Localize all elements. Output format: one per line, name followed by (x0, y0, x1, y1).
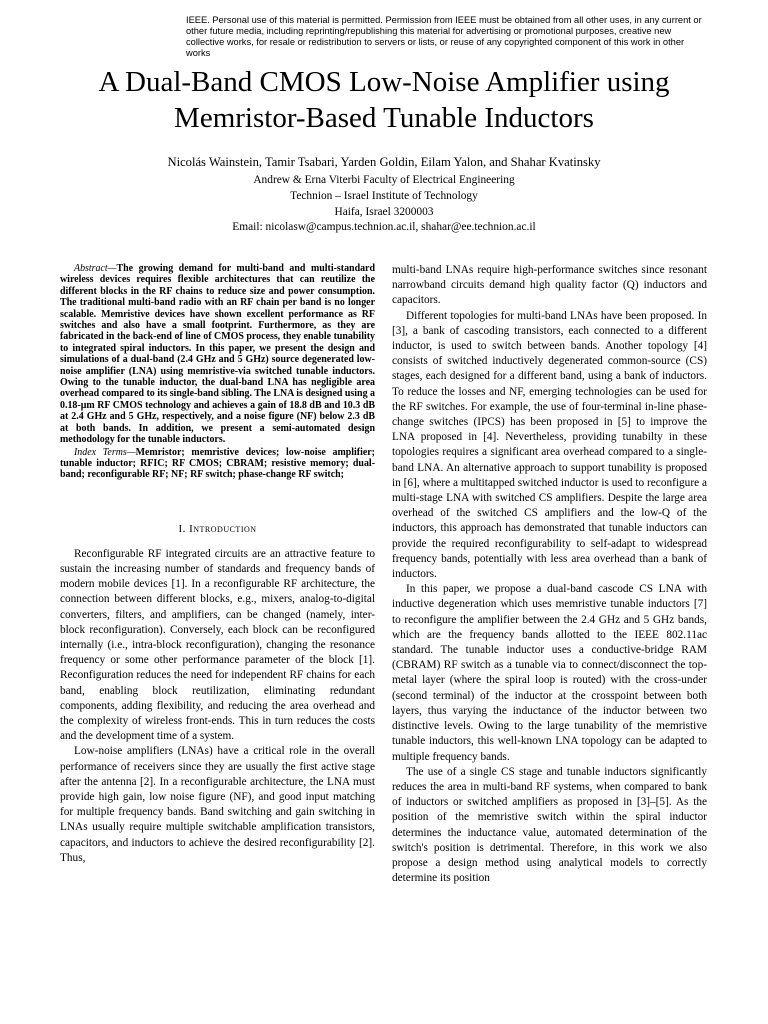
abstract-label: Abstract— (74, 263, 117, 274)
paper-title (40, 64, 728, 136)
affiliation-institute: Technion – Israel Institute of Technology (290, 189, 478, 202)
index-terms-label: Index Terms— (74, 446, 136, 458)
section-heading-introduction: I. Introduction (178, 522, 257, 535)
title-line-1: A Dual-Band CMOS Low-Noise Amplifier using (98, 66, 670, 98)
author-list: Nicolás Wainstein, Tamir Tsabari, Yarden Goldin, Eilam Yalon, and Shahar Kvatinsky (167, 155, 601, 169)
paragraph: In this paper, we propose a dual-band cascode CS LNA with inductive degeneration which uses memristive tunable inductors [7] to reconfigure the amplifier between the 2.4 GHz and 5 GHz bands, which are the frequency bands allotted to the IEEE 802.11ac standard. The tunable inductor uses a conductive-bridge RAM (CBRAM) RF switch as a tunable via to connect/disconnect the top-metal layer (where the spiral loop is routed) with the cross-under (second terminal) of the inductor at the crosspoint between both layers, thus varying the inductance of the inductor between two distinctive levels. Owing to the large tunability of the memristive tunable inductors, this well-known LNA topology can be adapted to multiple frequency bands. (392, 583, 707, 763)
paragraph: Different topologies for multi-band LNAs have been proposed. In [3], a bank of cascoding transistors, each connected to a different inductor, is used to switch between bands. Another topology [4] consists of switched inductively degenerated common-source (CS) stages, each designed for a different band, using a bank of inductors. To reduce the losses and NF, emerging technologies can be used for the RF switches. For example, the use of four-terminal in-line phase-change switches (IPCS) has been proposed in [5] to improve the LNA proposed in [4]. Nevertheless, providing tunabilty in these topologies requires a significant area overhead compared to a single-band LNA. An alternative approach to support tunability is proposed in [6], where a multitapped switched inductor is used to reconfigure a multi-stage LNA with switched CS amplifiers. Despite the large area overhead of the switched CS amplifiers and the low-Q of the inductors, this approach has demonstrated that tunable inductors can provide the required reconfigurability to self-adapt to widespread frequency bands, potentially with less area overhead than a bank of inductors. (392, 309, 707, 581)
copyright-notice: IEEE. Personal use of this material is permitted. Permission from IEEE must be obtained from all other uses, in any current or other future media, including reprinting/republishing this material for advertising or promotional purposes, creative new collective works, for resale or redistribution to servers or lists, or reuse of any copyrighted component of this work in other works (186, 15, 702, 58)
paragraph: multi-band LNAs require high-performance switches since resonant narrowband circuits demand high quality factor (Q) inductors and capacitors. (392, 264, 707, 307)
abstract (60, 263, 375, 446)
index-terms (60, 447, 375, 481)
left-column (60, 263, 375, 866)
affiliation (40, 173, 728, 236)
abstract-block (60, 263, 375, 481)
affiliation-city: Haifa, Israel 3200003 (334, 205, 434, 218)
paragraph: Reconfigurable RF integrated circuits are an attractive feature to sustain the increasing number of standards and frequency bands of modern mobile devices [1]. In a reconfigurable RF architecture, the connection between different blocks, e.g., mixers, analog-to-digital converters, filters, and amplifiers, can be changed (namely, inter-block reconfiguration). Conversely, each block can be reconfigured internally (i.e., intra-block reconfiguration), changing the resonance frequency or some other performance parameter of the block [1]. Reconfiguration reduces the need for independent RF chains for each band, enabling block reutilization, eliminating redundant components, adding flexibility, and reducing the area overhead and the complexity of wireless front-ends. This in turn reduces the costs and the development time of a system. (60, 547, 375, 743)
paragraph: Low-noise amplifiers (LNAs) have a critical role in the overall performance of receivers since they are usually the first active stage after the antenna [2]. In a reconfigurable architecture, the LNA must provide high gain, low noise figure (NF), and good input matching for multiple frequency bands. Band switching and gain switching in LNAs usually require multiple switchable amplification transistors, capacitors, and inductors to achieve the desired reconfigurability [2]. Thus, (60, 745, 375, 864)
affiliation-faculty: Andrew & Erna Viterbi Faculty of Electrical Engineering (253, 174, 515, 186)
affiliation-email: Email: nicolasw@campus.technion.ac.il, shahar@ee.technion.ac.il (232, 221, 536, 234)
left-body (60, 547, 375, 866)
index-terms-text: Memristor; memristive devices; low-noise amplifier; tunable inductor; RFIC; RF CMOS; CBRAM; resistive memory; dual-band; reconfigurable RF; NF; RF switch; phase-change RF switch; (60, 446, 375, 481)
right-column (392, 263, 707, 886)
title-line-2: Memristor-Based Tunable Inductors (174, 102, 594, 134)
paragraph: The use of a single CS stage and tunable inductors significantly reduces the area in multi-band RF systems, when compared to bank of inductors or switched amplifiers as proposed in [3]–[5]. As the position of the memristive switch within the spiral inductor determines the inductance value, automated determination of the switch's position is detrimental. Therefore, in this work we also propose a design method using analytical models to correctly determine its position (392, 765, 707, 885)
abstract-text: The growing demand for multi-band and multi-standard wireless devices requires flexible architectures that can reutilize the different blocks in the RF chains to reduce size and power consumption. The traditional multi-band radio with an RF chain per band is no longer scalable. Memristive devices have shown excellent performance as RF switches and also have a small footprint. Furthermore, as they are fabricated in the back-end of line of CMOS process, they enable tunability to integrated spiral inductors. In this paper, we present the design and simulations of a dual-band (2.4 GHz and 5 GHz) source degenerated low-noise amplifier (LNA) using memristive-via switched tunable inductors. Owing to the tunable inductor, the dual-band LNA has negligible area overhead compared to its single-band sibling. The LNA is designed using a 0.18-μm RF CMOS technology and achieves a gain of 18.8 dB and 10.3 dB at 2.4 GHz and 5 GHz, respectively, and a noise figure (NF) below 2.3 dB at both bands. In addition, we present a semi-automated design methodology for the tunable inductors. (60, 263, 375, 446)
right-body (392, 263, 707, 886)
